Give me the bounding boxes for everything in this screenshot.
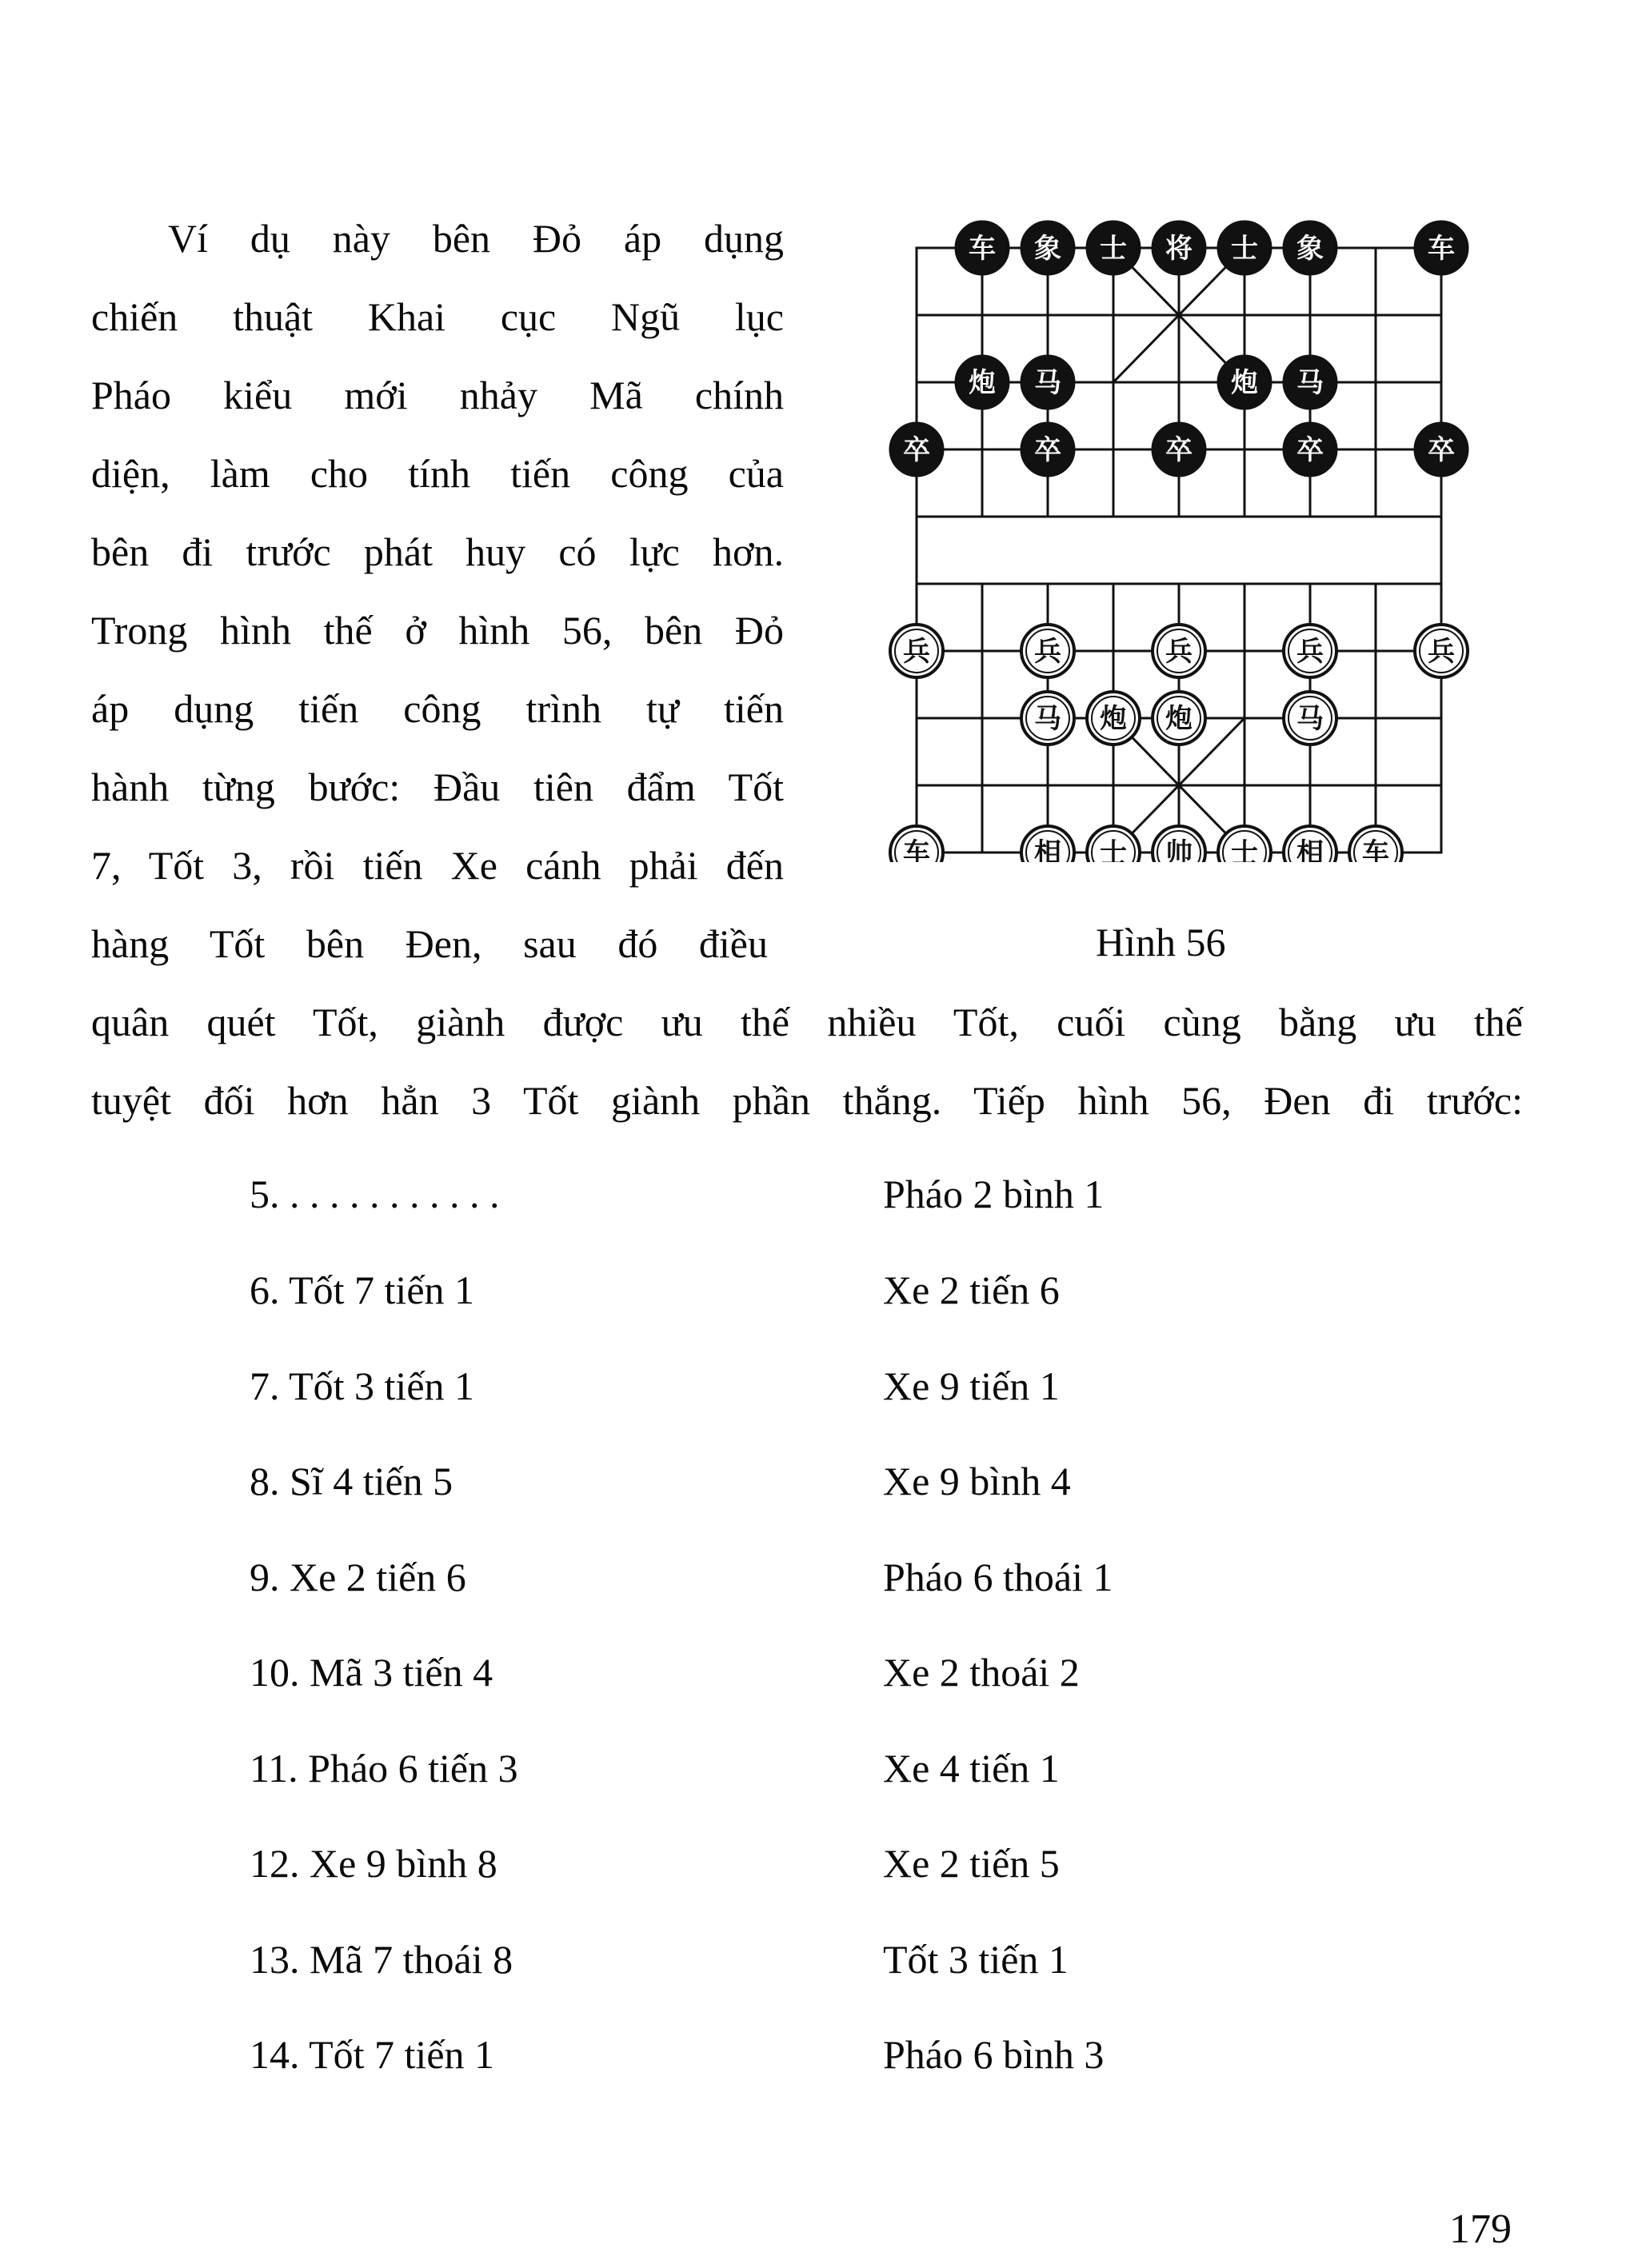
move-red: 9. Xe 2 tiến 6 <box>250 1555 466 1599</box>
xiangqi-board-figure <box>872 206 1480 862</box>
red-piece <box>1021 826 1074 862</box>
text-line: Pháo kiểu mới nhảy Mã chính <box>91 373 784 417</box>
red-piece <box>1218 826 1271 862</box>
red-piece-glyph: 兵 <box>1165 636 1193 668</box>
text-line: tuyệt đối hơn hẳn 3 Tốt giành phần thắng. Tiếp hình 56, Đen đi trước: <box>91 1078 1523 1123</box>
black-piece <box>956 222 1009 274</box>
red-piece-glyph: 帅 <box>1165 837 1193 862</box>
page-number: 179 <box>1449 2206 1512 2252</box>
text-line: hành từng bước: Đầu tiên đẩm Tốt <box>91 765 784 809</box>
black-piece <box>1415 222 1468 274</box>
black-piece-glyph: 士 <box>1231 233 1258 265</box>
move-red: 6. Tốt 7 tiến 1 <box>250 1268 475 1312</box>
red-piece-glyph: 士 <box>1100 837 1127 862</box>
red-piece-glyph: 炮 <box>1100 703 1127 735</box>
black-piece-glyph: 象 <box>1034 233 1061 265</box>
red-piece <box>1415 625 1468 677</box>
move-red: 8. Sĩ 4 tiến 5 <box>250 1459 453 1503</box>
text-line: Trong hình thế ở hình 56, bên Đỏ <box>91 608 784 653</box>
black-piece <box>1218 222 1271 274</box>
red-piece <box>1349 826 1402 862</box>
black-piece <box>1153 222 1205 274</box>
red-piece <box>1284 826 1336 862</box>
move-black: Pháo 6 bình 3 <box>883 2032 1105 2077</box>
red-piece <box>1153 826 1205 862</box>
red-piece-glyph: 兵 <box>903 636 930 668</box>
red-piece <box>1284 625 1336 677</box>
black-piece <box>956 356 1009 409</box>
move-black: Xe 9 tiến 1 <box>883 1364 1060 1408</box>
black-piece-glyph: 卒 <box>1034 434 1061 466</box>
move-black: Xe 4 tiến 1 <box>883 1746 1060 1791</box>
black-piece-glyph: 卒 <box>1165 434 1193 466</box>
red-piece-glyph: 车 <box>1362 837 1389 862</box>
black-piece-glyph: 卒 <box>1428 434 1455 466</box>
move-black: Xe 2 thoái 2 <box>883 1650 1080 1695</box>
black-piece <box>1087 222 1140 274</box>
move-black: Xe 2 tiến 5 <box>883 1841 1060 1886</box>
move-red: 13. Mã 7 thoái 8 <box>250 1937 513 1982</box>
black-piece <box>1153 423 1205 476</box>
black-piece-glyph: 将 <box>1165 233 1193 265</box>
text-line: diện, làm cho tính tiến công của <box>91 451 784 496</box>
black-piece <box>1021 356 1074 409</box>
red-piece-glyph: 马 <box>1296 703 1324 735</box>
text-line: hàng Tốt bên Đen, sau đó điều <box>91 921 768 966</box>
black-piece-glyph: 象 <box>1296 233 1324 265</box>
red-piece <box>1153 625 1205 677</box>
black-piece-glyph: 士 <box>1100 233 1127 265</box>
black-piece <box>1415 423 1468 476</box>
red-piece <box>890 826 943 862</box>
black-piece-glyph: 卒 <box>903 434 930 466</box>
black-piece-glyph: 卒 <box>1296 434 1324 466</box>
red-piece-glyph: 士 <box>1231 837 1258 862</box>
red-piece <box>1087 692 1140 745</box>
text-line: chiến thuật Khai cục Ngũ lục <box>91 294 784 339</box>
black-piece-glyph: 车 <box>1428 233 1455 265</box>
text-line: bên đi trước phát huy có lực hơn. <box>91 529 784 574</box>
text-line: quân quét Tốt, giành được ưu thế nhiều Tốt, cuối cùng bằng ưu thế <box>91 1000 1523 1044</box>
move-black: Xe 2 tiến 6 <box>883 1268 1060 1312</box>
move-red: 12. Xe 9 bình 8 <box>250 1841 497 1886</box>
figure-caption: Hình 56 <box>1096 920 1226 964</box>
red-piece-glyph: 相 <box>1034 837 1061 862</box>
move-black: Tốt 3 tiến 1 <box>883 1937 1069 1982</box>
red-piece <box>1284 692 1336 745</box>
text-line: áp dụng tiến công trình tự tiến <box>91 686 784 731</box>
move-red: 11. Pháo 6 tiến 3 <box>250 1746 518 1791</box>
move-red: 7. Tốt 3 tiến 1 <box>250 1364 475 1408</box>
black-piece <box>1284 423 1336 476</box>
red-piece-glyph: 炮 <box>1165 703 1193 735</box>
red-piece-glyph: 车 <box>903 837 930 862</box>
move-black: Pháo 6 thoái 1 <box>883 1555 1113 1599</box>
red-piece-glyph: 马 <box>1034 703 1061 735</box>
black-piece <box>890 423 943 476</box>
red-piece-glyph: 兵 <box>1296 636 1324 668</box>
black-piece-glyph: 马 <box>1296 367 1324 399</box>
move-red: 5. . . . . . . . . . . . <box>250 1172 500 1216</box>
red-piece <box>1021 692 1074 745</box>
red-piece-glyph: 兵 <box>1034 636 1061 668</box>
text-line: Ví dụ này bên Đỏ áp dụng <box>168 216 784 261</box>
red-piece <box>1153 692 1205 745</box>
black-piece <box>1284 356 1336 409</box>
move-black: Xe 9 bình 4 <box>883 1459 1071 1503</box>
move-black: Pháo 2 bình 1 <box>883 1172 1105 1216</box>
red-piece <box>890 625 943 677</box>
move-red: 14. Tốt 7 tiến 1 <box>250 2032 495 2077</box>
red-piece <box>1021 625 1074 677</box>
black-piece-glyph: 马 <box>1034 367 1061 399</box>
text-line: 7, Tốt 3, rồi tiến Xe cánh phải đến <box>91 843 784 888</box>
red-piece-glyph: 相 <box>1296 837 1324 862</box>
move-red: 10. Mã 3 tiến 4 <box>250 1650 493 1695</box>
black-piece-glyph: 炮 <box>1231 367 1258 399</box>
black-piece-glyph: 车 <box>969 233 996 265</box>
black-piece-glyph: 炮 <box>969 367 996 399</box>
black-piece <box>1021 423 1074 476</box>
black-piece <box>1218 356 1271 409</box>
red-piece <box>1087 826 1140 862</box>
red-piece-glyph: 兵 <box>1428 636 1455 668</box>
black-piece <box>1021 222 1074 274</box>
black-piece <box>1284 222 1336 274</box>
xiangqi-board <box>872 206 1480 862</box>
